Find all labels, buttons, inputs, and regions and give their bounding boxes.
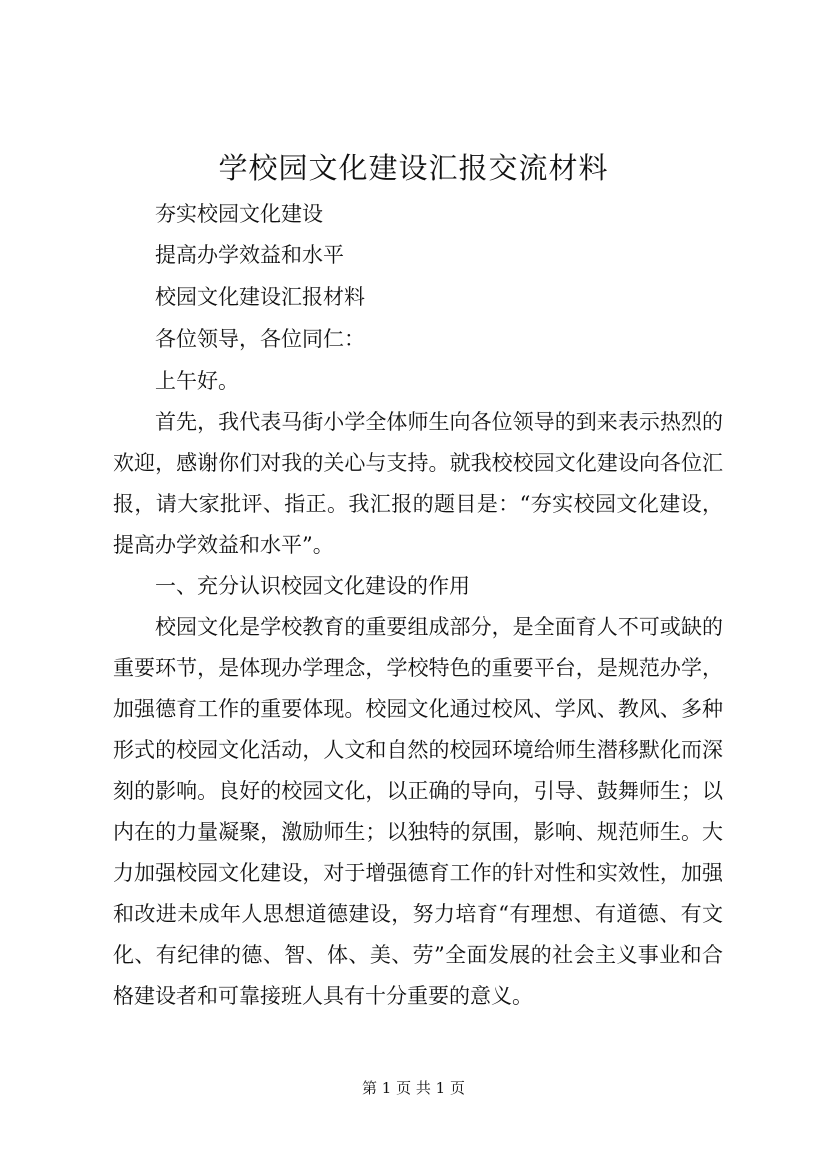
section-heading: 一、充分认识校园文化建设的作用 (155, 574, 470, 598)
document-title: 学校园文化建设汇报交流材料 (218, 151, 609, 185)
subtitle-line: 提高办学效益和水平 (155, 243, 344, 267)
page-footer: 第 1 页 共 1 页 (362, 1079, 465, 1097)
body-paragraph: 校园文化是学校教育的重要组成部分，是全面育人不可或缺的重要环节，是体现办学理念，学校特色的重要平台，是规范办学，加强德育工作的重要体现。校园文化通过校风、学风、教风、多种形式的校园文化活动，人文和自然的校园环境给师生潜移默化而深刻的影响。良好的校园文化，以正确的导向，引导、鼓舞师生；以内在的力量凝聚，激励师生；以独特的氛围，影响、规范师生。大力加强校园文化建设，对于增强德育工作的针对性和实效性，加强和改进未成年人思想道德建设，努力培育“有理想、有道德、有文化、有纪律的德、智、体、美、劳”全面发展的社会主义事业和合格建设者和可靠接班人具有十分重要的意义。 (113, 615, 723, 1008)
subtitle-line: 夯实校园文化建设 (155, 202, 323, 226)
salutation-line: 各位领导，各位同仁： (155, 327, 365, 351)
subtitle-line: 校园文化建设汇报材料 (155, 285, 365, 309)
body-paragraph: 首先，我代表马街小学全体师生向各位领导的到来表示热烈的欢迎，感谢你们对我的关心与支持。就我校校园文化建设向各位汇报，请大家批评、指正。我汇报的题目是：“夯实校园文化建设，提高办学效益和水平”。 (113, 410, 723, 557)
greeting-line: 上午好。 (155, 369, 239, 393)
